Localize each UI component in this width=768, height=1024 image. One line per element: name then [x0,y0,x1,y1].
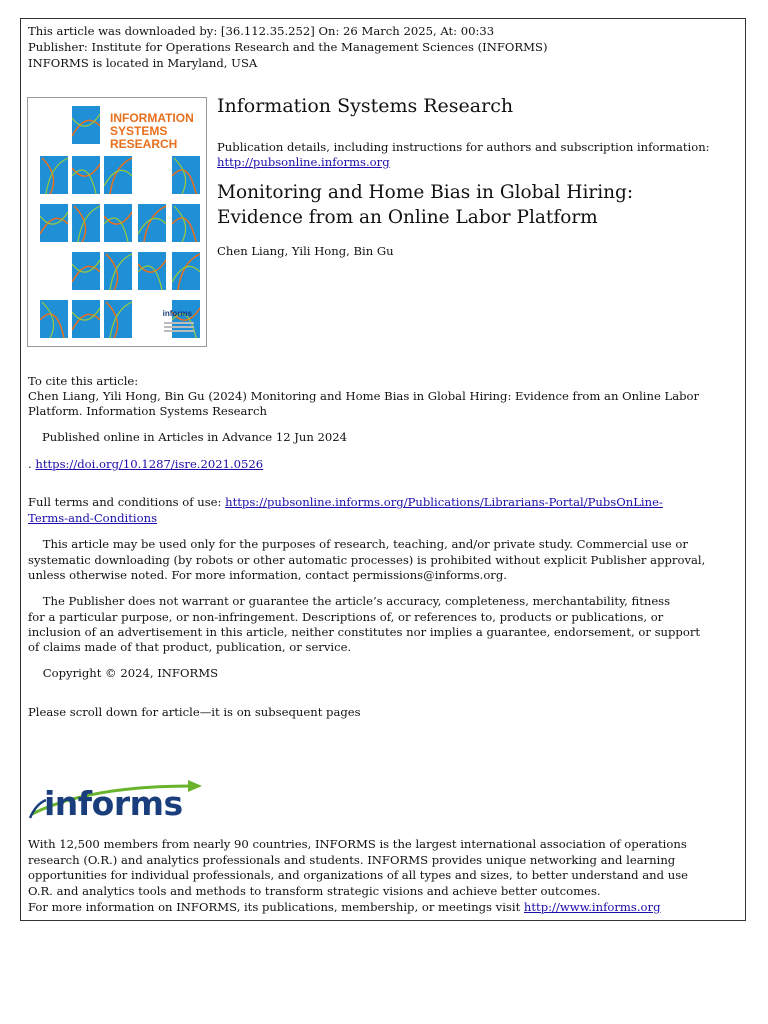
cover-tile [104,204,132,242]
publication-details: Publication details, including instructions for authors and subscription information: [217,140,710,154]
download-info: This article was downloaded by: [36.112.35.252] On: 26 March 2025, At: 00:33 [28,24,495,38]
citation-line-1: Chen Liang, Yili Hong, Bin Gu (2024) Monitoring and Home Bias in Global Hiring: Evidence from an Online Labor [28,389,700,403]
cover-tile [138,204,166,242]
scroll-notice: Please scroll down for article—it is on subsequent pages [28,705,361,719]
cover-title: INFORMATION SYSTEMS RESEARCH [110,111,194,151]
cover-tile [172,300,200,338]
warranty-paragraph-line-3: inclusion of an advertisement in this article, neither constitutes nor implies a guarantee, endorsement, or support [28,625,701,639]
publisher-location: INFORMS is located in Maryland, USA [28,56,258,70]
footer-line-3: opportunities for individual professionals, and organizations of all types and sizes, to better understand and use [28,868,689,882]
footer-line-5: For more information on INFORMS, its publications, membership, or meetings visit http://www.informs.org [28,900,661,914]
doi-line: . https://doi.org/10.1287/isre.2021.0526 [28,457,264,471]
logo-wordmark: informs [44,784,183,823]
journal-name: Information Systems Research [217,95,514,117]
terms-link-part1[interactable]: https://pubsonline.informs.org/Publications/Librarians-Portal/PubsOnLine- [225,495,663,509]
warranty-paragraph-line-1: The Publisher does not warrant or guarantee the article’s accuracy, completeness, merchantability, fitness [28,594,671,608]
cover-tile [104,156,132,194]
terms-line: Full terms and conditions of use: https://pubsonline.informs.org/Publications/Librarians-Portal/PubsOnLine- [28,495,663,509]
article-authors: Chen Liang, Yili Hong, Bin Gu [217,244,394,258]
cover-logo: informs [162,309,192,318]
cover-tile [72,300,100,338]
cover-tile [104,252,132,290]
journal-url-link[interactable]: http://pubsonline.informs.org [217,155,390,169]
warranty-paragraph-line-4: of claims made of that product, publication, or service. [28,640,352,654]
cover-tile [172,156,200,194]
cover-tile [104,300,132,338]
journal-cover-image [27,97,207,347]
cover-tile [172,252,200,290]
cover-fineprint [164,322,194,332]
terms-link-part2[interactable]: Terms-and-Conditions [28,511,158,525]
cover-tile [40,156,68,194]
cover-tile [72,252,100,290]
published-date: Published online in Articles in Advance 12 Jun 2024 [42,430,348,444]
publisher-info: Publisher: Institute for Operations Research and the Management Sciences (INFORMS) [28,40,548,54]
cover-tile [40,300,68,338]
cover-tile [172,204,200,242]
cover-tile [40,204,68,242]
usage-paragraph-line-1: This article may be used only for the purposes of research, teaching, and/or private study. Commercial use or [28,537,688,551]
informs-website-link[interactable]: http://www.informs.org [523,900,661,914]
cite-label: To cite this article: [28,374,139,388]
usage-paragraph-line-2: systematic downloading (by robots or other automatic processes) is prohibited without explicit Publisher approval, [28,553,706,567]
cover-tile [138,252,166,290]
footer-line-1: With 12,500 members from nearly 90 countries, INFORMS is the largest international association of operations [28,837,687,851]
copyright-notice: Copyright © 2024, INFORMS [28,666,219,680]
article-title: Monitoring and Home Bias in Global Hiring: Evidence from an Online Labor Platform [217,182,634,228]
cover-tile [72,156,100,194]
citation-line-2: Platform. Information Systems Research [28,404,267,418]
informs-logo [28,778,218,828]
doi-link[interactable]: https://doi.org/10.1287/isre.2021.0526 [35,457,264,471]
cover-tile [72,204,100,242]
cover-tile [72,106,100,144]
footer-line-4: O.R. and analytics tools and methods to transform strategic visions and achieve better outcomes. [28,884,601,898]
footer-line-2: research (O.R.) and analytics professionals and students. INFORMS provides unique networking and learning [28,853,676,867]
usage-paragraph-line-3: unless otherwise noted. For more information, contact permissions@informs.org. [28,568,507,582]
warranty-paragraph-line-2: for a particular purpose, or non-infringement. Descriptions of, or references to, products or publications, or [28,610,664,624]
